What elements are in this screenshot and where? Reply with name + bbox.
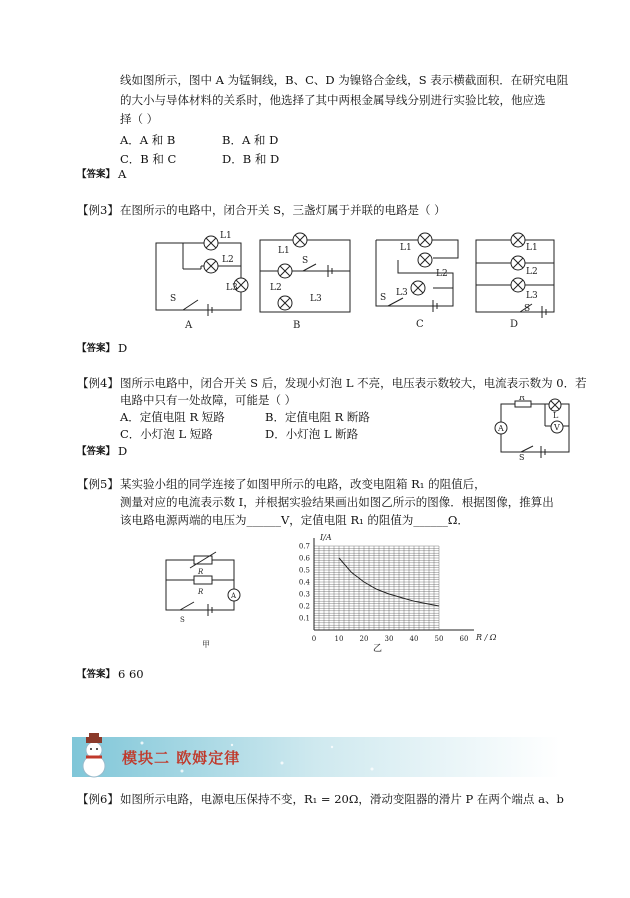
intro-option-a: A．A 和 B — [120, 133, 176, 147]
svg-text:R: R — [198, 588, 204, 596]
module-banner — [72, 733, 560, 781]
ex3-fig-letter-c: C — [416, 319, 424, 330]
chart-y-tick-label: 0.4 — [298, 578, 310, 587]
ex4-label: 【例4】 — [77, 376, 119, 390]
ex4-option-a: A．定值电阻 R 短路 — [120, 410, 225, 424]
svg-text:S: S — [524, 304, 531, 314]
ex3-label: 【例3】 — [77, 203, 119, 217]
svg-text:R: R — [519, 396, 526, 402]
ex5-chart-yi — [290, 534, 510, 656]
ex5-line-2: 测量对应的电流表示数 I，并根据实验结果画出如图乙所示的图像．根据图像，推算出 — [120, 495, 554, 509]
chart-y-tick-label: 0.3 — [298, 590, 310, 599]
svg-text:L2: L2 — [526, 267, 538, 277]
chart-x-tick-label: 0 — [311, 635, 317, 643]
ex5-line-3: 该电路电源两端的电压为______V，定值电阻 R₁ 的阻值为______Ω． — [120, 513, 469, 527]
svg-text:L2: L2 — [270, 283, 282, 293]
chart-y-tick-label: 0.2 — [298, 602, 310, 611]
chart-x-tick-label: 20 — [359, 635, 369, 643]
svg-text:A: A — [231, 592, 237, 600]
svg-text:S: S — [170, 294, 177, 304]
ex3-circuit-figures — [148, 228, 568, 333]
svg-text:S: S — [380, 293, 387, 303]
ex4-line-1: 图所示电路中，闭合开关 S 后，发现小灯泡 L 不亮，电压表示数较大，电流表示数为 0．若 — [120, 376, 587, 390]
chart-x-tick-label: 30 — [384, 635, 394, 643]
intro-line-1: 线如图所示，图中 A 为锰铜线，B、C、D 为镍铬合金线，S 表示横截面积．在研究电阻 — [120, 73, 569, 87]
ex5-fig-yi-label: 乙 — [373, 644, 383, 654]
svg-text:L3: L3 — [526, 291, 538, 301]
svg-text:L3: L3 — [396, 288, 408, 298]
ex4-circuit-figure — [493, 396, 575, 460]
svg-text:S: S — [519, 453, 525, 460]
chart-grid — [314, 546, 439, 630]
chart-y-tick-label: 0.5 — [298, 566, 310, 575]
svg-text:L1: L1 — [526, 243, 538, 253]
ex3-fig-letter-a: A — [185, 320, 193, 331]
svg-text:S: S — [180, 616, 185, 624]
ex5-label: 【例5】 — [77, 477, 119, 491]
chart-y-tick-label: 0.7 — [298, 542, 310, 551]
ex3-fig-letter-d: D — [510, 319, 519, 330]
ex6-label: 【例6】 — [77, 792, 119, 806]
svg-text:L1: L1 — [220, 231, 232, 241]
chart-x-tick-label: 40 — [409, 635, 419, 643]
svg-text:L: L — [553, 411, 559, 420]
ex4-line-2: 电路中只有一处故障，可能是（ ） — [120, 393, 297, 407]
ex3-answer-label: 【答案】 — [77, 343, 116, 354]
ex5-fig-jia-label: 甲 — [202, 640, 210, 649]
svg-text:A: A — [498, 424, 504, 433]
chart-ticks — [299, 543, 469, 644]
svg-text:S: S — [302, 256, 309, 266]
intro-answer: A — [118, 167, 127, 181]
ex3-answer: D — [118, 341, 128, 355]
ex3-fig-letter-b: B — [293, 320, 301, 331]
ex4-option-b: B．定值电阻 R 断路 — [265, 410, 370, 424]
chart-x-tick-label: 60 — [459, 635, 469, 643]
svg-text:L2: L2 — [436, 269, 448, 279]
ex4-answer-label: 【答案】 — [77, 446, 116, 457]
ex5-answer: 6 60 — [118, 667, 144, 681]
module-title: 模块二 欧姆定律 — [122, 749, 241, 767]
svg-text:L2: L2 — [222, 255, 234, 265]
svg-text:R: R — [198, 568, 204, 576]
intro-line-2: 的大小与导体材料的关系时，他选择了其中两根金属导线分别进行实验比较，他应选 — [120, 93, 546, 107]
ex5-answer-label: 【答案】 — [77, 669, 116, 680]
svg-text:V: V — [554, 423, 560, 432]
chart-x-tick-label: 10 — [334, 635, 344, 643]
chart-x-tick-label: 50 — [434, 635, 444, 643]
ex4-option-d: D．小灯泡 L 断路 — [265, 427, 359, 441]
chart-x-axis-label: R / Ω — [476, 633, 497, 642]
svg-text:L1: L1 — [400, 243, 412, 253]
intro-option-c: C．B 和 C — [120, 152, 177, 166]
svg-text:L3: L3 — [226, 283, 238, 293]
ex5-circuit-jia — [158, 550, 250, 650]
ex4-answer: D — [118, 444, 128, 458]
intro-option-d: D．B 和 D — [222, 152, 280, 166]
chart-y-axis-label: I/A — [320, 534, 332, 542]
ex6-question: 如图所示电路，电源电压保持不变，R₁ = 20Ω，滑动变阻器的滑片 P 在两个端点 a、b — [120, 792, 564, 806]
intro-answer-label: 【答案】 — [77, 169, 116, 180]
chart-y-tick-label: 0.1 — [298, 614, 310, 623]
svg-text:L3: L3 — [310, 294, 322, 304]
ex4-option-c: C．小灯泡 L 短路 — [120, 427, 213, 441]
intro-option-b: B．A 和 D — [222, 133, 279, 147]
svg-text:L1: L1 — [278, 246, 290, 256]
intro-line-3: 择（ ） — [120, 112, 159, 126]
ex3-question: 在图所示的电路中，闭合开关 S，三盏灯属于并联的电路是（ ） — [120, 203, 446, 217]
ex5-line-1: 某实验小组的同学连接了如图甲所示的电路，改变电阻箱 R₁ 的阻值后， — [120, 477, 486, 491]
chart-y-tick-label: 0.6 — [298, 554, 310, 563]
